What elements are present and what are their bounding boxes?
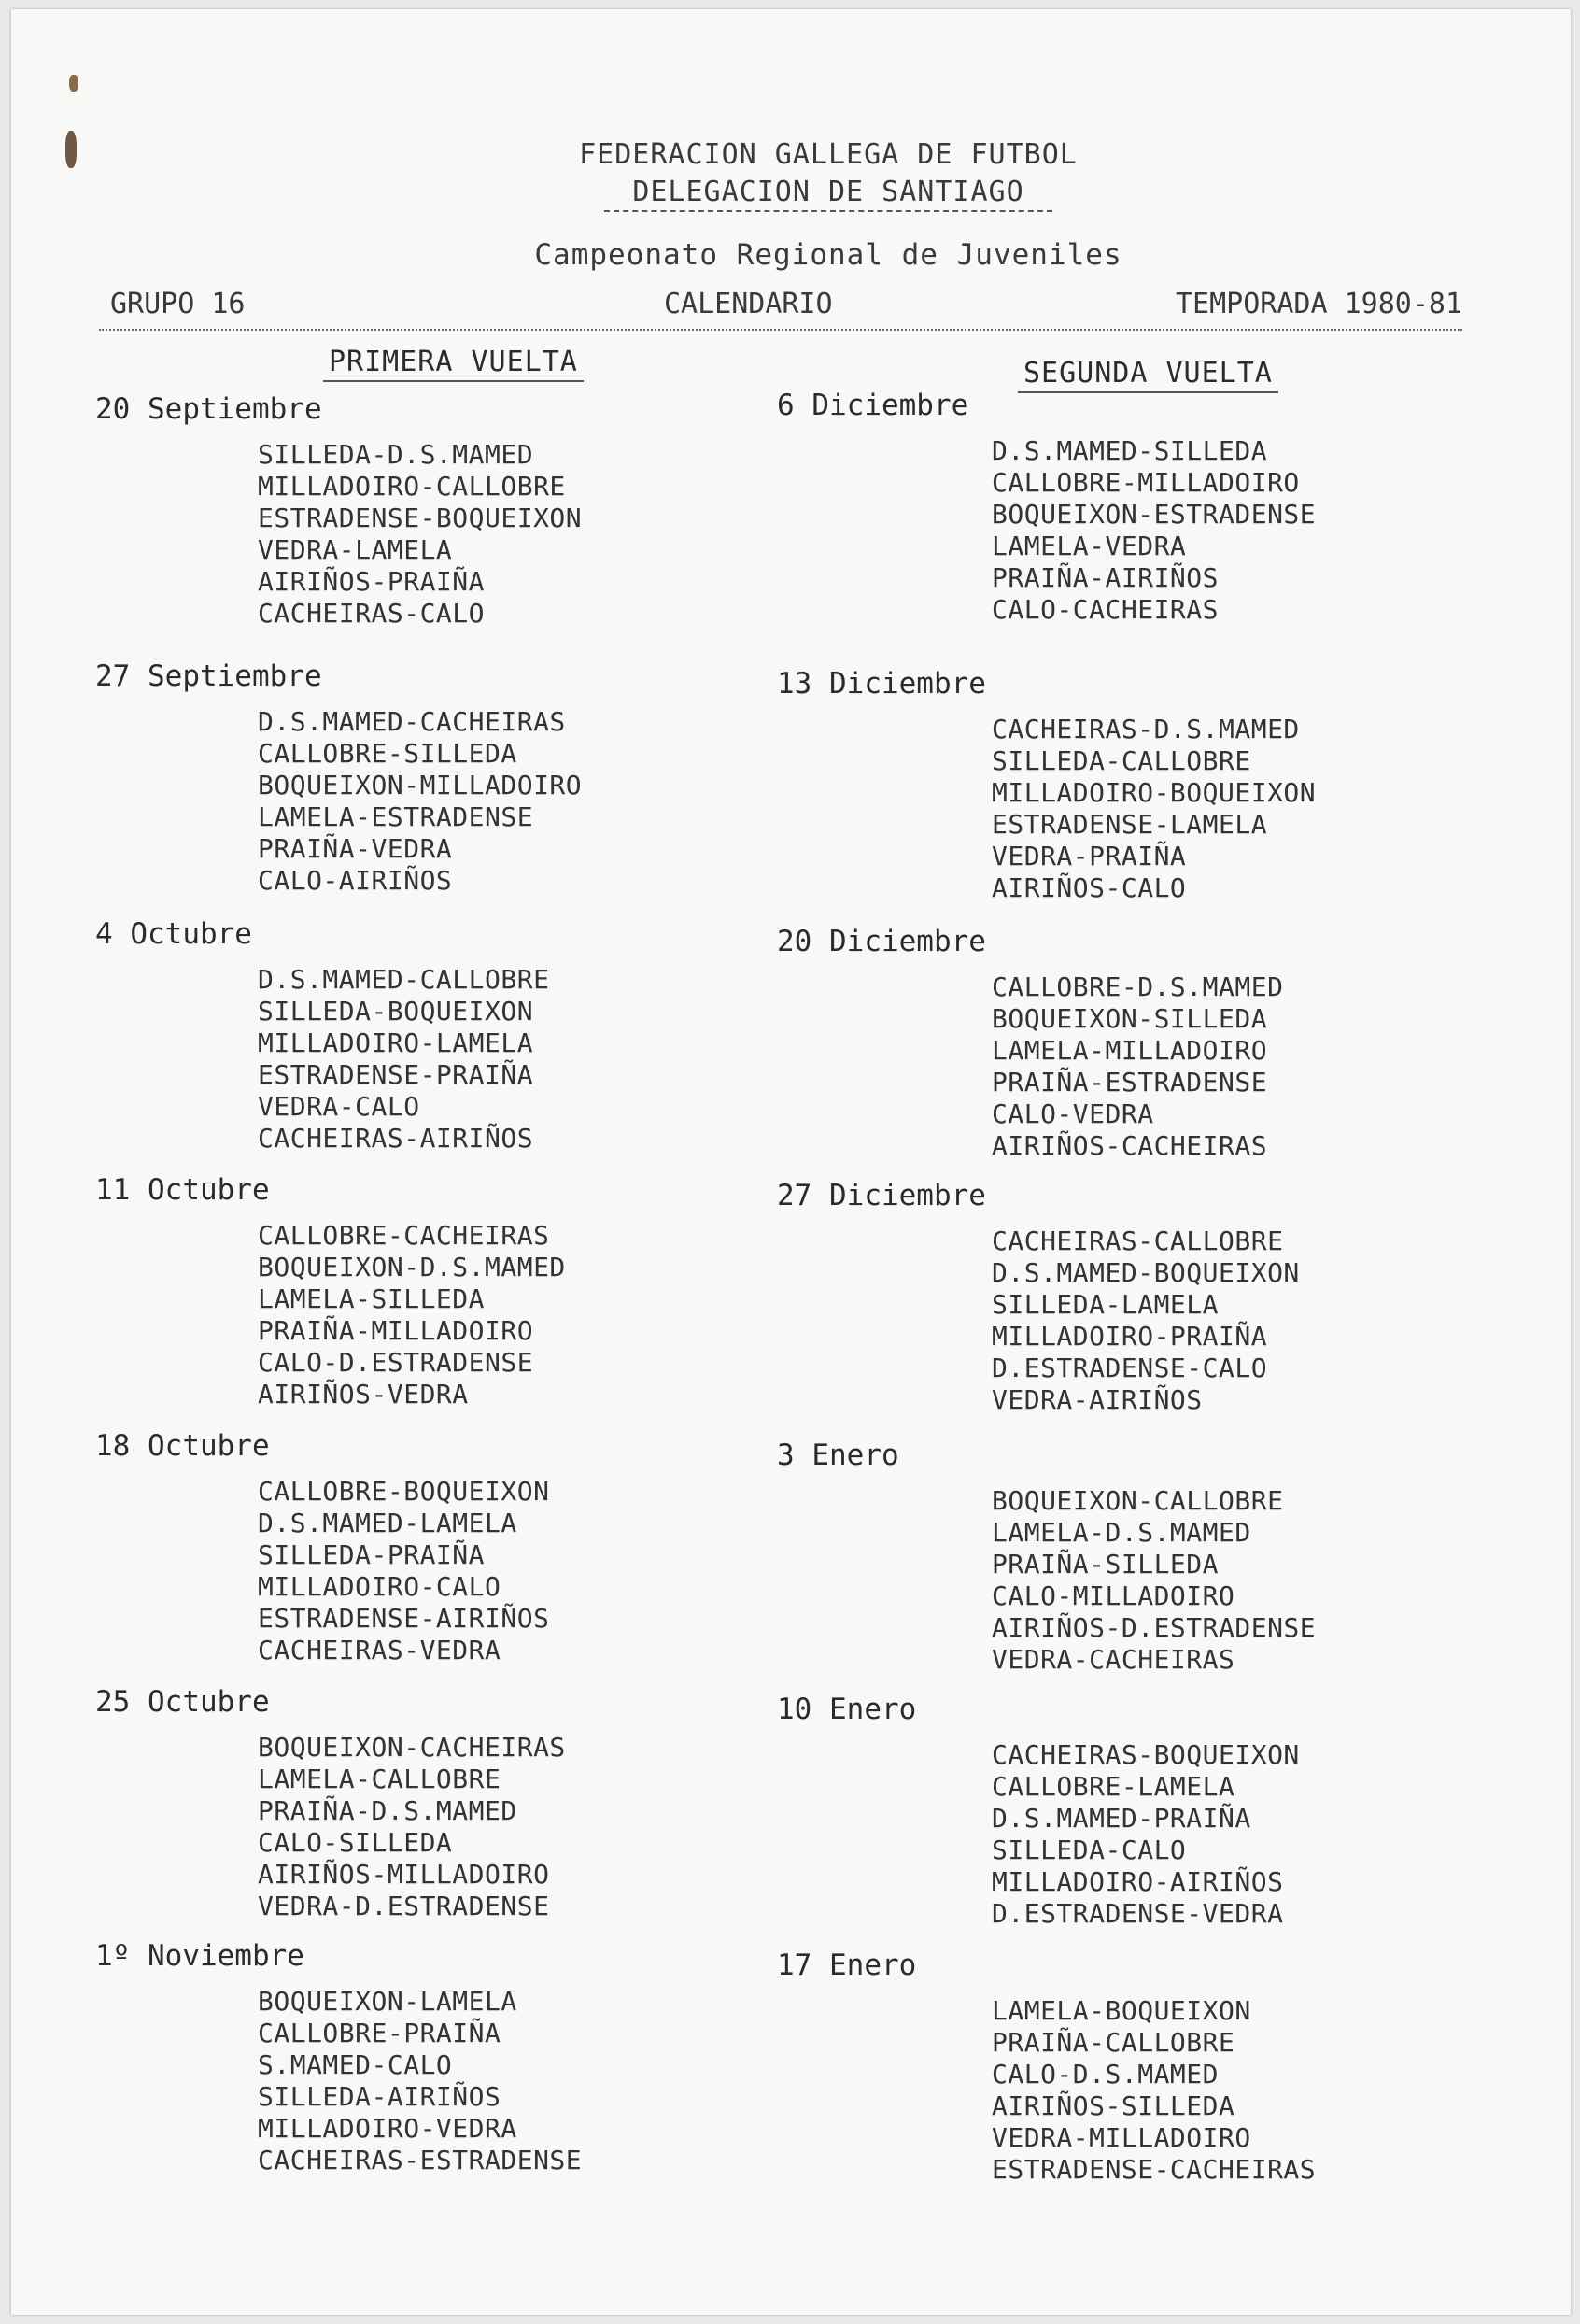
match-item: D.S.MAMED-LAMELA [258,1508,517,1538]
match-item: CALO-AIRIÑOS [258,865,453,896]
round-block [90,1429,549,1666]
round-block [777,1693,1300,1930]
match-item: MILLADOIRO-LAMELA [258,1027,534,1058]
round-date: 27 Septiembre [95,659,322,693]
match-item: VEDRA-PRAIÑA [992,841,1187,872]
delegation-title [11,176,1571,208]
primera-vuelta-title: PRIMERA VUELTA [323,346,584,382]
match-item: ESTRADENSE-BOQUEIXON [258,503,583,533]
round-date: 11 Octubre [95,1173,270,1207]
match-item: MILLADOIRO-AIRIÑOS [992,1866,1284,1897]
match-item: LAMELA-MILLADOIRO [992,1035,1268,1066]
match-item: AIRIÑOS-PRAIÑA [258,566,486,597]
match-item: CALO-SILLEDA [258,1827,453,1858]
match-item: MILLADOIRO-VEDRA [258,2113,517,2144]
match-item: D.S.MAMED-CALLOBRE [258,964,550,995]
match-item: CACHEIRAS-D.S.MAMED [992,714,1300,744]
round-date: 25 Octubre [95,1685,270,1719]
match-item: CACHEIRAS-CALO [258,598,486,629]
match-item: D.S.MAMED-SILLEDA [992,435,1268,466]
match-item: LAMELA-CALLOBRE [258,1764,501,1794]
match-item: CALLOBRE-MILLADOIRO [992,467,1300,498]
match-list [777,714,1316,904]
match-list [90,1986,582,2176]
match-item: D.ESTRADENSE-VEDRA [992,1898,1284,1929]
match-item: VEDRA-D.ESTRADENSE [258,1891,550,1921]
match-item: VEDRA-CALO [258,1091,420,1122]
match-item: PRAIÑA-VEDRA [258,833,453,864]
match-item: S.MAMED-CALO [258,2049,453,2080]
match-item: PRAIÑA-ESTRADENSE [992,1067,1268,1098]
match-item: ESTRADENSE-CACHEIRAS [992,2154,1317,2185]
match-item: CALO-D.ESTRADENSE [258,1347,534,1378]
match-item: CACHEIRAS-VEDRA [258,1635,501,1665]
match-item: CALO-MILLADOIRO [992,1580,1235,1611]
round-block [90,659,582,897]
segunda-vuelta-title: SEGUNDA VUELTA [1018,357,1278,393]
match-list [90,1220,566,1410]
match-item: BOQUEIXON-CALLOBRE [992,1485,1284,1516]
match-item: BOQUEIXON-MILLADOIRO [258,770,583,801]
match-item: BOQUEIXON-ESTRADENSE [992,499,1317,530]
match-item: CALLOBRE-LAMELA [992,1771,1235,1802]
match-item: AIRIÑOS-VEDRA [258,1379,469,1410]
match-list [777,971,1283,1162]
round-date: 17 Enero [777,1948,917,1982]
round-block [777,1179,1300,1416]
match-item: VEDRA-AIRIÑOS [992,1384,1203,1415]
match-item: D.ESTRADENSE-CALO [992,1353,1268,1383]
round-date: 4 Octubre [95,917,252,951]
round-date: 20 Septiembre [95,392,322,426]
season-label: TEMPORADA 1980-81 [1175,288,1462,320]
match-list [777,1485,1316,1676]
match-item: BOQUEIXON-CACHEIRAS [258,1732,566,1763]
round-block [777,1948,1316,2186]
round-block [90,1685,566,1922]
match-item: SILLEDA-D.S.MAMED [258,439,534,470]
match-item: MILLADOIRO-CALO [258,1571,501,1602]
match-item: ESTRADENSE-PRAIÑA [258,1059,534,1090]
round-date: 13 Diciembre [777,667,986,701]
round-block [777,389,1316,626]
match-item: LAMELA-SILLEDA [258,1283,486,1314]
match-item: CALLOBRE-BOQUEIXON [258,1476,550,1507]
championship-title: Campeonato Regional de Juveniles [534,238,1122,272]
match-item: AIRIÑOS-SILLEDA [992,2090,1235,2121]
calendar-label: CALENDARIO [664,288,833,320]
ink-stain [69,75,78,92]
delegation-text: DELEGACION DE SANTIAGO [604,176,1051,212]
match-item: MILLADOIRO-PRAIÑA [992,1321,1268,1352]
match-item: CALO-D.S.MAMED [992,2059,1220,2090]
match-item: AIRIÑOS-D.ESTRADENSE [992,1612,1317,1643]
primera-vuelta-column [90,346,762,2175]
document-page [11,9,1571,2315]
match-item: CALLOBRE-CACHEIRAS [258,1220,550,1251]
round-date: 20 Diciembre [777,925,986,958]
match-item: SILLEDA-CALO [992,1835,1187,1865]
group-label: GRUPO 16 [110,288,246,320]
match-item: ESTRADENSE-LAMELA [992,809,1268,840]
round-date: 6 Diciembre [777,389,969,422]
round-block [90,917,549,1155]
match-item: CACHEIRAS-BOQUEIXON [992,1739,1300,1770]
match-item: BOQUEIXON-LAMELA [258,1986,517,2017]
match-item: LAMELA-BOQUEIXON [992,1995,1251,2026]
match-item: MILLADOIRO-CALLOBRE [258,471,566,502]
match-item: VEDRA-LAMELA [258,534,453,565]
round-date: 1º Noviembre [95,1939,304,1973]
match-item: CALLOBRE-SILLEDA [258,738,517,769]
match-list [777,1226,1300,1416]
match-list [90,1476,549,1666]
match-list [777,1995,1316,2186]
match-item: LAMELA-D.S.MAMED [992,1517,1251,1548]
match-list [90,1732,566,1922]
match-item: LAMELA-ESTRADENSE [258,801,534,832]
match-item: SILLEDA-AIRIÑOS [258,2081,501,2112]
match-list [777,435,1316,626]
match-item: VEDRA-MILLADOIRO [992,2122,1251,2153]
match-item: CACHEIRAS-ESTRADENSE [258,2145,583,2175]
federation-title: FEDERACION GALLEGA DE FUTBOL [579,138,1078,171]
match-list [777,1739,1300,1930]
round-block [777,925,1283,1162]
match-item: SILLEDA-BOQUEIXON [258,996,534,1027]
match-item: LAMELA-VEDRA [992,531,1187,561]
meta-row [99,288,1462,331]
match-item: CALLOBRE-PRAIÑA [258,2018,501,2048]
match-item: D.S.MAMED-PRAIÑA [992,1803,1251,1834]
match-list [90,439,582,630]
round-block [777,667,1316,904]
match-item: BOQUEIXON-SILLEDA [992,1003,1268,1034]
match-item: D.S.MAMED-BOQUEIXON [992,1257,1300,1288]
match-item: AIRIÑOS-CALO [992,872,1187,903]
round-block [777,1438,1316,1676]
match-item: PRAIÑA-CALLOBRE [992,2027,1235,2058]
match-item: PRAIÑA-D.S.MAMED [258,1795,517,1826]
match-item: BOQUEIXON-D.S.MAMED [258,1252,566,1282]
match-item: SILLEDA-PRAIÑA [258,1539,486,1570]
round-date: 10 Enero [777,1693,917,1726]
match-item: CACHEIRAS-CALLOBRE [992,1226,1284,1256]
match-item: VEDRA-CACHEIRAS [992,1644,1235,1675]
round-date: 3 Enero [777,1438,899,1472]
match-item: PRAIÑA-MILLADOIRO [258,1315,534,1346]
match-item: SILLEDA-LAMELA [992,1289,1220,1320]
round-date: 27 Diciembre [777,1179,986,1212]
match-list [90,706,582,897]
round-block [90,1173,566,1410]
match-item: CALO-VEDRA [992,1098,1154,1129]
segunda-vuelta-column [777,346,1487,2185]
match-item: D.S.MAMED-CACHEIRAS [258,706,566,737]
match-item: CALLOBRE-D.S.MAMED [992,971,1284,1002]
match-list [90,964,549,1155]
match-item: SILLEDA-CALLOBRE [992,745,1251,776]
match-item: CACHEIRAS-AIRIÑOS [258,1123,534,1154]
match-item: AIRIÑOS-MILLADOIRO [258,1859,550,1890]
match-item: ESTRADENSE-AIRIÑOS [258,1603,550,1634]
match-item: PRAIÑA-AIRIÑOS [992,562,1220,593]
round-block [90,1939,582,2176]
match-item: CALO-CACHEIRAS [992,594,1220,625]
round-block [90,392,582,630]
match-item: AIRIÑOS-CACHEIRAS [992,1130,1268,1161]
match-item: MILLADOIRO-BOQUEIXON [992,777,1317,808]
match-item: PRAIÑA-SILLEDA [992,1549,1220,1580]
round-date: 18 Octubre [95,1429,270,1463]
